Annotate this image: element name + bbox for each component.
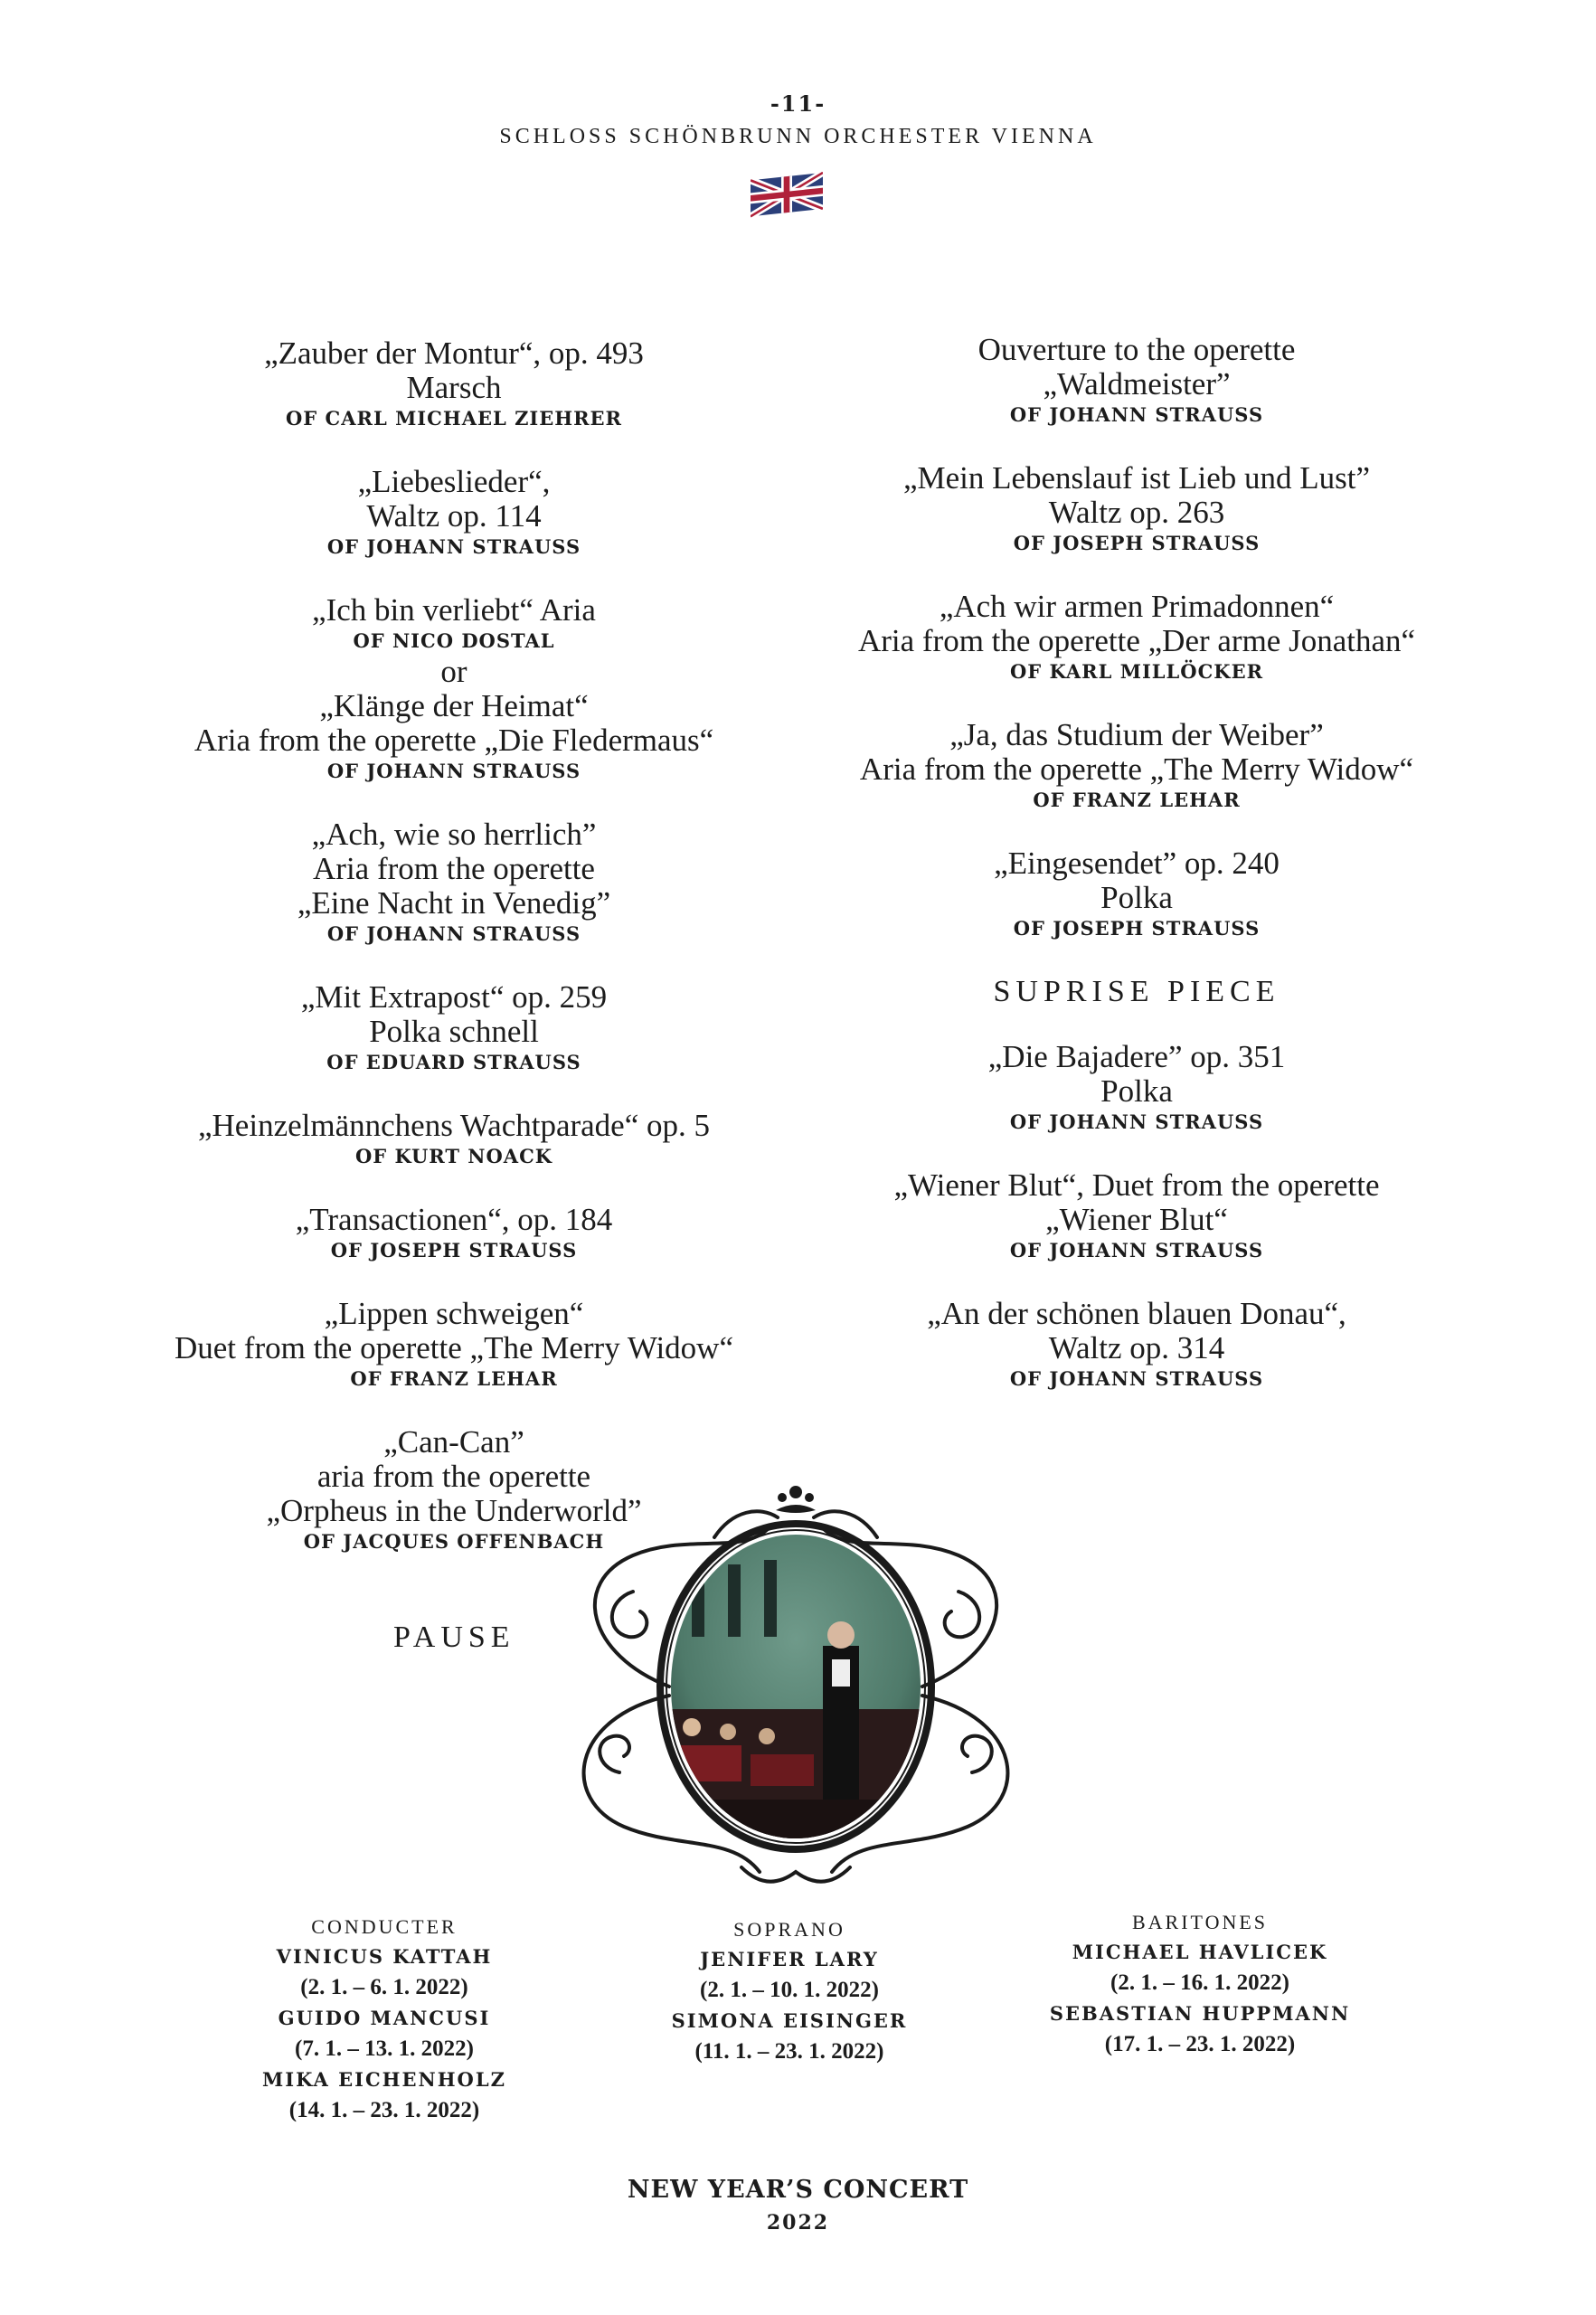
program-item (766, 590, 1507, 685)
soprano-credits (600, 1915, 979, 2067)
program-item (83, 1203, 825, 1264)
performance-dates: (7. 1. – 13. 1. 2022) (295, 2036, 474, 2061)
performance-dates: (11. 1. – 23. 1. 2022) (694, 2039, 884, 2064)
composer: OF KURT NOACK (354, 1145, 553, 1167)
performer-name: SIMONA EISINGER (671, 2009, 908, 2032)
piece-subtitle: „Orpheus in the Underworld” (266, 1493, 642, 1528)
performer-name: MICHAEL HAVLICEK (1072, 1941, 1328, 1963)
piece-subtitle: Waltz op. 263 (1048, 495, 1225, 530)
page-number: -11- (770, 90, 826, 117)
program-item (83, 817, 825, 948)
piece-subtitle: „Waldmeister” (1043, 366, 1231, 402)
piece-subtitle: aria from the operette (316, 1459, 591, 1494)
composer: OF JOHANN STRAUSS (326, 760, 581, 782)
program-item (766, 1297, 1507, 1393)
ornamental-photo-frame (534, 1474, 1058, 1890)
piece-title: „Mein Lebenslauf ist Lieb und Lust” (902, 460, 1371, 496)
composer: OF JOHANN STRAUSS (1009, 1110, 1264, 1133)
alternative-or: or (440, 654, 467, 689)
piece-subtitle: „Wiener Blut“ (1045, 1202, 1228, 1237)
composer: OF KARL MILLÖCKER (1009, 660, 1264, 683)
composer: OF EDUARD STRAUSS (326, 1051, 581, 1073)
program-item (766, 333, 1507, 429)
piece-subtitle: Aria from the operette „Der arme Jonathan“ (857, 623, 1416, 658)
conducter-credits (194, 1913, 574, 2126)
concert-year: 2022 (766, 2211, 830, 2235)
program-item (83, 980, 825, 1076)
performer-name: JENIFER LARY (700, 1948, 879, 1970)
composer: OF JOHANN STRAUSS (326, 535, 581, 558)
piece-title: „Heinzelmännchens Wachtparade“ op. 5 (198, 1108, 710, 1143)
piece-subtitle: „Eine Nacht in Venedig” (297, 885, 611, 921)
piece-title: „Die Bajadere” op. 351 (987, 1039, 1286, 1074)
piece-title: „An der schönen blauen Donau“, (927, 1296, 1346, 1331)
piece-title: „Can-Can” (383, 1424, 524, 1460)
performer-name: MIKA EICHENHOLZ (262, 2068, 506, 2091)
piece-title: „Klänge der Heimat“ (319, 688, 589, 723)
piece-subtitle: Duet from the operette „The Merry Widow“ (175, 1330, 733, 1365)
composer: OF NICO DOSTAL (353, 629, 555, 652)
program-item (83, 593, 825, 655)
piece-title: „Ich bin verliebt“ Aria (312, 592, 596, 628)
piece-title: „Mit Extrapost“ op. 259 (300, 979, 608, 1015)
composer: OF JOSEPH STRAUSS (1013, 917, 1261, 940)
uk-flag-icon (751, 172, 823, 222)
role-label: CONDUCTER (311, 1915, 458, 1938)
program-item (83, 465, 825, 561)
composer: OF JOHANN STRAUSS (1009, 1367, 1264, 1390)
performance-dates: (14. 1. – 23. 1. 2022) (288, 2098, 480, 2122)
piece-subtitle: Polka (1100, 1073, 1173, 1109)
piece-title: „Liebeslieder“, (357, 464, 551, 499)
program-item (83, 1297, 825, 1393)
piece-title: „Wiener Blut“, Duet from the operette (893, 1167, 1380, 1203)
performance-dates: (17. 1. – 23. 1. 2022) (1104, 2032, 1296, 2056)
left-program-column (83, 336, 825, 1588)
program-item (83, 655, 825, 785)
performer-name: GUIDO MANCUSI (278, 2007, 491, 2029)
piece-title: „Eingesendet” op. 240 (994, 846, 1280, 881)
performer-name: SEBASTIAN HUPPMANN (1049, 2002, 1351, 2025)
role-label: SOPRANO (733, 1918, 845, 1941)
piece-subtitle: Polka (1100, 880, 1173, 915)
piece-subtitle: Waltz op. 114 (366, 498, 542, 534)
program-item (83, 1109, 825, 1170)
composer: OF CARL MICHAEL ZIEHRER (286, 407, 622, 430)
program-item (83, 336, 825, 432)
program-item (766, 718, 1507, 814)
right-program-column (766, 333, 1507, 1425)
piece-title: „Transactionen“, op. 184 (295, 1202, 613, 1237)
performance-dates: (2. 1. – 10. 1. 2022) (700, 1978, 879, 2002)
composer: OF FRANZ LEHAR (1033, 789, 1241, 811)
program-item (766, 1040, 1507, 1136)
piece-subtitle: Aria from the operette „Die Fledermaus“ (194, 723, 714, 758)
composer: OF JACQUES OFFENBACH (303, 1530, 605, 1553)
composer: OF FRANZ LEHAR (350, 1367, 558, 1390)
composer: OF JOHANN STRAUSS (1009, 403, 1264, 426)
pause-label: PAUSE (393, 1620, 515, 1654)
performance-dates: (2. 1. – 16. 1. 2022) (1110, 1970, 1289, 1995)
program-item (766, 1168, 1507, 1264)
program-item (766, 846, 1507, 942)
piece-subtitle: Marsch (406, 370, 502, 405)
piece-subtitle: Aria from the operette „The Merry Widow“ (859, 751, 1414, 787)
role-label: BARITONES (1131, 1911, 1269, 1933)
piece-title: „Ja, das Studium der Weiber” (949, 717, 1324, 752)
composer: OF JOHANN STRAUSS (1009, 1239, 1264, 1261)
composer: OF JOSEPH STRAUSS (1013, 532, 1261, 554)
piece-subtitle: Aria from the operette (313, 851, 595, 886)
piece-title: „Ach, wie so herrlich” (311, 817, 597, 852)
piece-title: „Lippen schweigen“ (324, 1296, 584, 1331)
performer-name: VINICUS KATTAH (276, 1945, 493, 1968)
orchestra-name: SCHLOSS SCHÖNBRUNN ORCHESTER VIENNA (499, 125, 1097, 148)
composer: OF JOHANN STRAUSS (326, 922, 581, 945)
piece-title: „Ach wir armen Primadonnen“ (939, 589, 1335, 624)
piece-subtitle: Waltz op. 314 (1048, 1330, 1225, 1365)
footer (0, 2172, 1596, 2237)
piece-title: Ouverture to the operette (977, 332, 1296, 367)
surprise-piece: SUPRISE PIECE (993, 975, 1280, 1008)
baritones-credits (1010, 1908, 1390, 2060)
piece-title: „Zauber der Montur“, op. 493 (264, 335, 644, 371)
crown-ornament (776, 1486, 816, 1513)
performance-dates: (2. 1. – 6. 1. 2022) (300, 1975, 468, 1999)
piece-subtitle: Polka schnell (369, 1014, 539, 1049)
concert-title: NEW YEAR’S CONCERT (627, 2176, 969, 2204)
composer: OF JOSEPH STRAUSS (330, 1239, 578, 1261)
program-item (766, 461, 1507, 557)
